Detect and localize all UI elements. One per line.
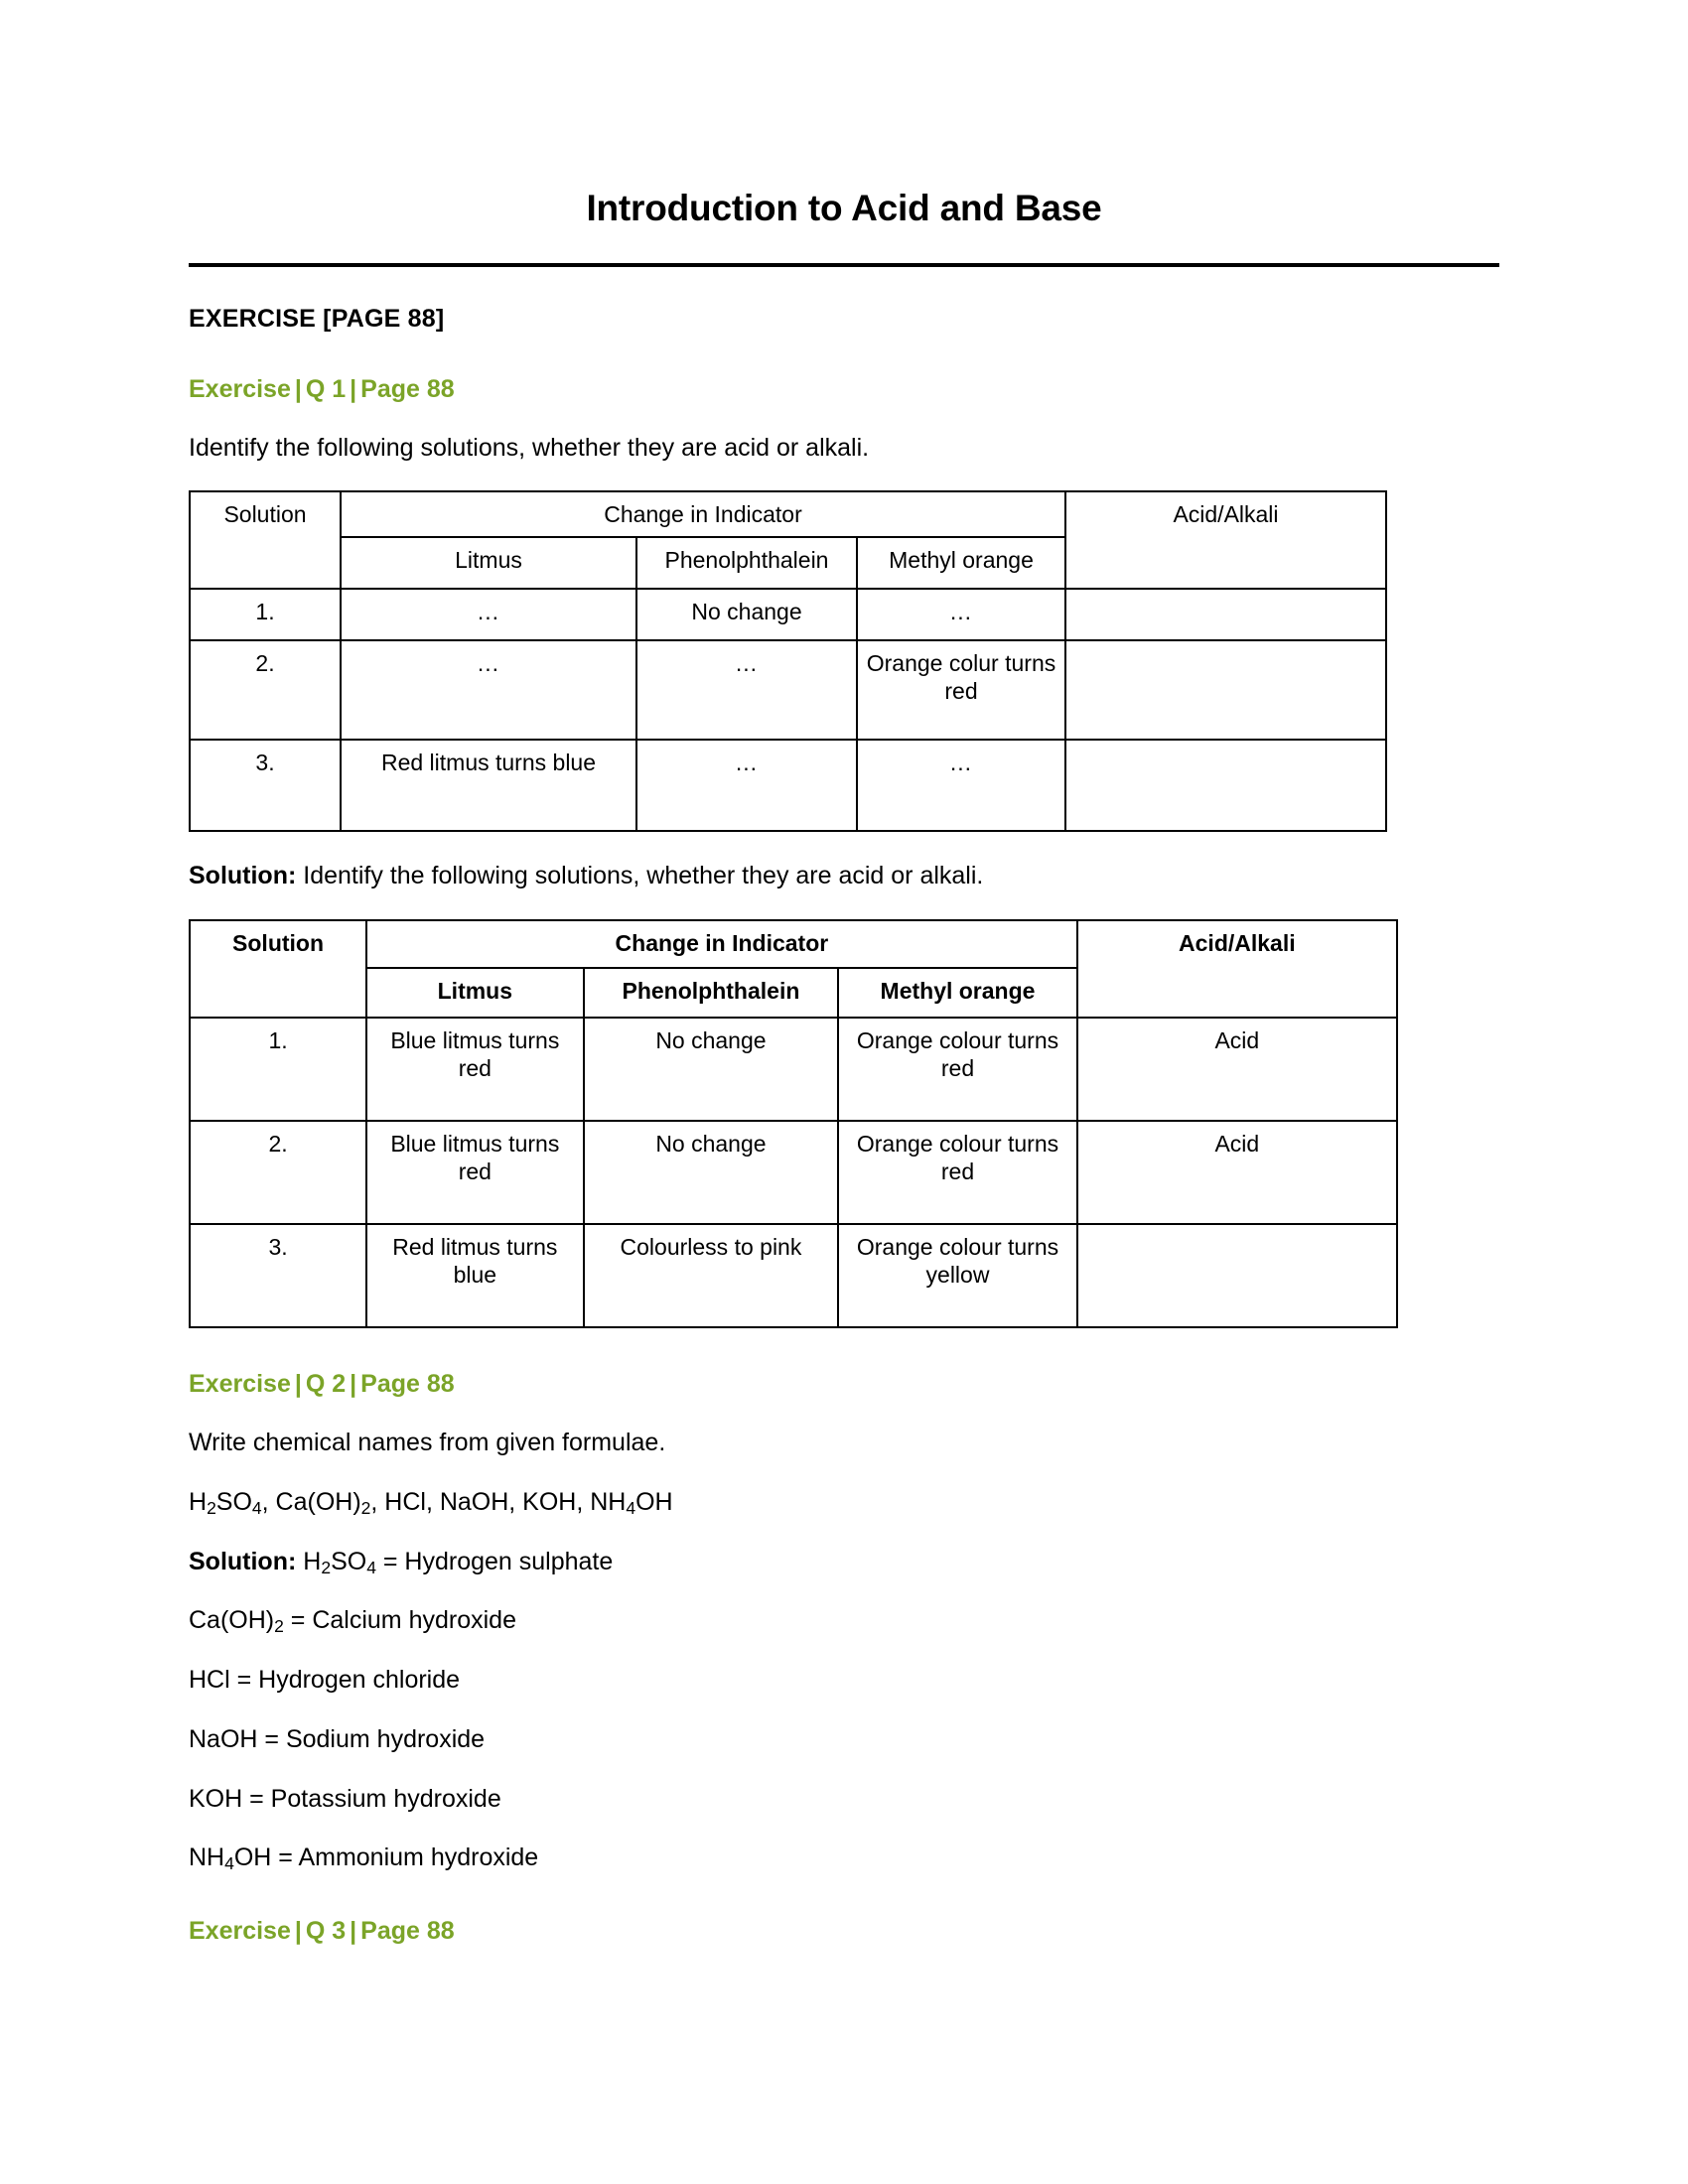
- q1-row2-methyl-orange: Orange colur turns red: [857, 640, 1065, 740]
- q2-solution-label: Solution:: [189, 1547, 297, 1575]
- q1-header-group: Change in Indicator: [341, 491, 1065, 537]
- q1-sol-row3-phenolphthalein: Colourless to pink: [584, 1224, 839, 1327]
- q1-heading-sep-1: |: [294, 374, 302, 403]
- q1-heading-sep-2: |: [350, 374, 357, 403]
- q1-row3-no: 3.: [190, 740, 341, 831]
- q2-heading-question: Q 2: [305, 1370, 347, 1399]
- q1-sol-header-acid-alkali: Acid/Alkali: [1077, 920, 1397, 1018]
- q1-sol-row1-litmus: Blue litmus turns red: [366, 1018, 584, 1121]
- q1-sol-row2-methyl-orange: Orange colour turns red: [838, 1121, 1076, 1224]
- q2-answer-line-1: $Ca(OH)_2$ = Calcium hydroxide: [189, 1606, 516, 1637]
- q1-header-acid-alkali: Acid/Alkali: [1065, 491, 1386, 589]
- q3-heading-sep-1: |: [294, 1917, 302, 1946]
- q1-sol-row1-methyl-orange: Orange colour turns red: [838, 1018, 1076, 1121]
- q1-question-table: [189, 490, 1387, 832]
- q2-answer-line-2: HCl = Hydrogen chloride: [189, 1666, 461, 1695]
- exercise-page-label: EXERCISE [PAGE 88]: [189, 304, 445, 333]
- q1-row1-acid-alkali: [1065, 589, 1386, 640]
- table-row: [190, 1121, 1397, 1224]
- q2-answer-line-4: KOH = Potassium hydroxide: [189, 1784, 501, 1813]
- q3-heading[interactable]: [189, 1917, 1499, 1946]
- q2-heading-sep-1: |: [294, 1370, 302, 1399]
- q1-row2-phenolphthalein: ...: [636, 640, 857, 740]
- q1-sol-row2-acid-alkali: Acid: [1077, 1121, 1397, 1224]
- page-title: Introduction to Acid and Base: [586, 188, 1102, 228]
- q1-row1-methyl-orange: ...: [857, 589, 1065, 640]
- q2-answer-line-5: $NH_4OH$ = Ammonium hydroxide: [189, 1843, 539, 1874]
- q1-subheader-litmus: Litmus: [341, 537, 636, 589]
- q3-heading-page: Page 88: [360, 1917, 455, 1946]
- q1-prompt: Identify the following solutions, whether they are acid or alkali.: [189, 433, 870, 462]
- table-row: [190, 640, 1386, 740]
- q3-heading-question: Q 3: [305, 1917, 347, 1946]
- q2-heading-exercise: Exercise: [189, 1370, 291, 1399]
- q1-sol-row1-acid-alkali: Acid: [1077, 1018, 1397, 1121]
- q2-answer-line-3: NaOH = Sodium hydroxide: [189, 1724, 486, 1753]
- q1-heading-question: Q 1: [305, 374, 347, 403]
- q2-formulae-line: $H_2SO_4$, $Ca(OH)_2$, HCl, NaOH, KOH, $NH_4OH$: [189, 1487, 673, 1518]
- q3-heading-sep-2: |: [350, 1917, 357, 1946]
- q3-heading-exercise: Exercise: [189, 1917, 291, 1946]
- q1-row1-no: 1.: [190, 589, 341, 640]
- table-row: [190, 920, 1397, 968]
- q1-sol-row2-litmus: Blue litmus turns red: [366, 1121, 584, 1224]
- table-row: [190, 1224, 1397, 1327]
- q1-heading-exercise: Exercise: [189, 374, 291, 403]
- q1-sol-subheader-methyl-orange: Methyl orange: [838, 968, 1076, 1018]
- q1-subheader-methyl-orange: Methyl orange: [857, 537, 1065, 589]
- q1-header-solution: Solution: [190, 491, 341, 589]
- q1-sol-row2-phenolphthalein: No change: [584, 1121, 839, 1224]
- q2-solution-line: [189, 1546, 1499, 1579]
- q1-row2-acid-alkali: [1065, 640, 1386, 740]
- q1-sol-row3-methyl-orange: Orange colour turns yellow: [838, 1224, 1076, 1327]
- q1-sol-subheader-phenolphthalein: Phenolphthalein: [584, 968, 839, 1018]
- q1-solution-line: [189, 860, 1499, 893]
- q1-sol-row3-acid-alkali: [1077, 1224, 1397, 1327]
- q1-row3-acid-alkali: [1065, 740, 1386, 831]
- q1-row2-no: 2.: [190, 640, 341, 740]
- q2-answer-0: $H_2SO_4$ = Hydrogen sulphate: [303, 1547, 614, 1577]
- q1-sol-subheader-litmus: Litmus: [366, 968, 584, 1018]
- table-row: [190, 589, 1386, 640]
- table-row: [190, 1018, 1397, 1121]
- q1-solution-table: [189, 919, 1398, 1328]
- q1-sol-row1-no: 1.: [190, 1018, 366, 1121]
- q2-prompt: Write chemical names from given formulae.: [189, 1429, 666, 1457]
- table-row: [190, 491, 1386, 537]
- title-divider: [189, 263, 1499, 267]
- q1-heading-page: Page 88: [360, 374, 455, 403]
- q1-sol-row3-litmus: Red litmus turns blue: [366, 1224, 584, 1327]
- q1-solution-label: Solution:: [189, 862, 297, 890]
- q1-row3-phenolphthalein: ...: [636, 740, 857, 831]
- q1-sol-header-solution: Solution: [190, 920, 366, 1018]
- q1-row3-methyl-orange: ...: [857, 740, 1065, 831]
- q1-row1-phenolphthalein: No change: [636, 589, 857, 640]
- table-row: [190, 740, 1386, 831]
- q1-solution-prompt: Identify the following solutions, whether they are acid or alkali.: [303, 862, 984, 890]
- q1-heading[interactable]: [189, 375, 1499, 404]
- q2-heading-sep-2: |: [350, 1370, 357, 1399]
- q2-heading-page: Page 88: [360, 1370, 455, 1399]
- q2-heading[interactable]: [189, 1370, 1499, 1399]
- q1-sol-row3-no: 3.: [190, 1224, 366, 1327]
- q1-row3-litmus: Red litmus turns blue: [341, 740, 636, 831]
- q1-row1-litmus: ...: [341, 589, 636, 640]
- q1-row2-litmus: ...: [341, 640, 636, 740]
- q1-sol-row2-no: 2.: [190, 1121, 366, 1224]
- q1-subheader-phenolphthalein: Phenolphthalein: [636, 537, 857, 589]
- q1-sol-row1-phenolphthalein: No change: [584, 1018, 839, 1121]
- q1-sol-header-group: Change in Indicator: [366, 920, 1077, 968]
